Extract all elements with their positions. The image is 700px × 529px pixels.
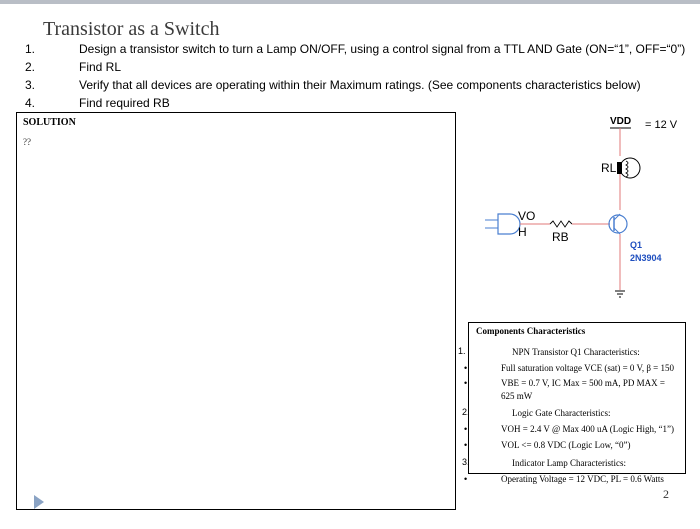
lamp-filament xyxy=(626,161,628,177)
list-marker: 1. xyxy=(458,346,466,356)
resistor-rb-icon xyxy=(550,221,572,227)
lamp-icon xyxy=(620,158,640,178)
vo-label: VO xyxy=(518,209,536,223)
list-marker: • xyxy=(464,363,468,373)
step-number: 1. xyxy=(25,42,36,56)
list-item: Logic Gate Characteristics: xyxy=(512,408,611,418)
step-number: 2. xyxy=(25,60,36,74)
step-item xyxy=(0,42,700,60)
list-marker: • xyxy=(464,378,468,388)
solution-box[interactable] xyxy=(16,112,456,510)
list-item: 625 mW xyxy=(501,391,533,401)
list-marker: • xyxy=(464,440,468,450)
list-item: Full saturation voltage VCE (sat) = 0 V, β = 150 xyxy=(501,363,674,373)
step-text: Find required RB xyxy=(79,96,170,110)
step-text: Verify that all devices are operating within their Maximum ratings. (See components characteristics below) xyxy=(79,78,641,92)
list-item: Operating Voltage = 12 VDC, PL = 0.6 Watts xyxy=(501,474,664,484)
components-box xyxy=(468,322,686,474)
list-item: VOH = 2.4 V @ Max 400 uA (Logic High, “1”) xyxy=(501,424,675,434)
h-label: H xyxy=(518,225,527,239)
step-text: Design a transistor switch to turn a Lamp ON/OFF, using a control signal from a TTL AND Gate (ON=“1”, OFF=“0”) xyxy=(79,42,686,56)
rl-label: RL xyxy=(601,161,617,175)
list-marker: 3. xyxy=(462,457,470,467)
solution-label: SOLUTION xyxy=(23,117,76,128)
play-icon[interactable] xyxy=(34,495,44,509)
q1-label: Q1 xyxy=(630,240,643,250)
solution-placeholder: ?? xyxy=(23,137,31,147)
list-item: VOL <= 0.8 VDC (Logic Low, “0”) xyxy=(501,440,631,450)
rb-label: RB xyxy=(552,230,569,244)
page-number: 2 xyxy=(663,487,669,501)
top-bar xyxy=(0,0,700,4)
step-item xyxy=(0,60,700,78)
part-number-label: 2N3904 xyxy=(630,253,662,263)
step-text: Find RL xyxy=(79,60,122,74)
step-item xyxy=(0,78,700,96)
list-item: NPN Transistor Q1 Characteristics: xyxy=(512,347,640,357)
list-marker: • xyxy=(464,424,468,434)
vdd-value: = 12 V xyxy=(645,119,678,131)
list-item: Indicator Lamp Characteristics: xyxy=(512,458,626,468)
components-title: Components Characteristics xyxy=(476,326,586,336)
vdd-label: VDD xyxy=(610,116,632,127)
and-gate-icon xyxy=(498,214,520,234)
list-marker: • xyxy=(464,474,468,484)
step-number: 4. xyxy=(25,96,36,110)
transistor-q1-icon xyxy=(609,215,627,233)
circuit-diagram xyxy=(470,110,685,310)
slide-title: Transistor as a Switch xyxy=(43,18,220,40)
list-marker: 2. xyxy=(462,407,470,417)
step-number: 3. xyxy=(25,78,36,92)
list-item: VBE = 0.7 V, IC Max = 500 mA, PD MAX = xyxy=(501,378,665,388)
